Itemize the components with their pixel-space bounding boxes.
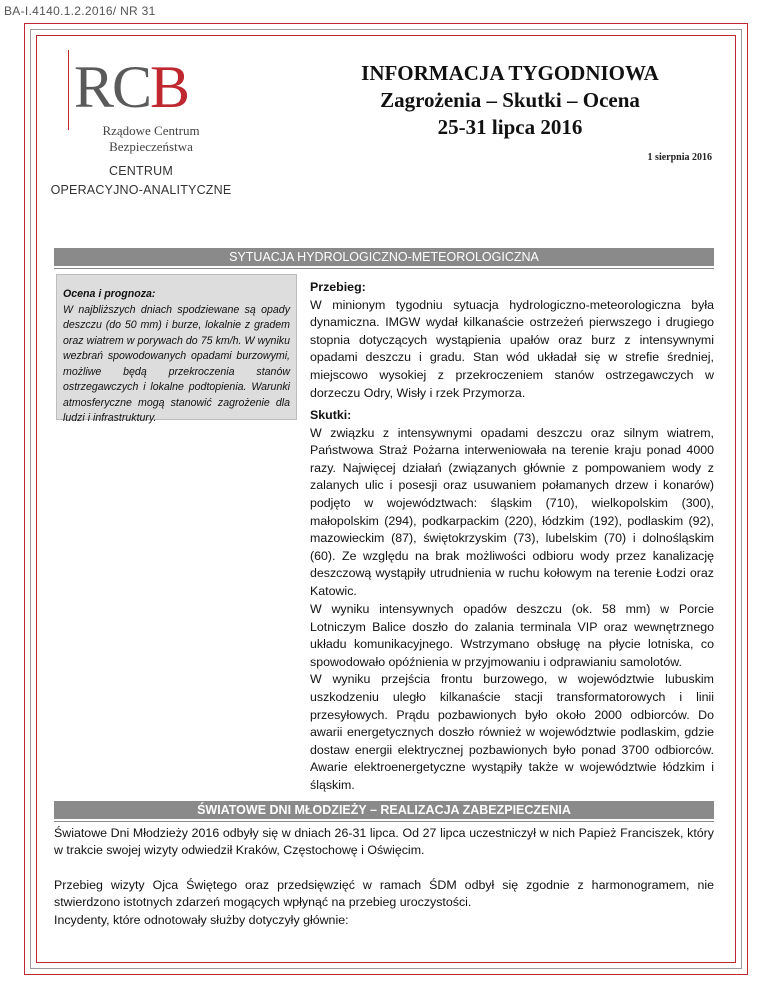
assessment-box (56, 274, 297, 424)
effects-heading: Skutki: (310, 408, 352, 422)
logo-name-line1: Rządowe Centrum (102, 123, 200, 138)
title-line1: INFORMACJA TYGODNIOWA (361, 61, 659, 85)
assessment-text: W najbliższych dniach spodziewane są opady deszczu (do 50 mm) i burze, lokalnie z gradem oraz wiatrem w porywach do 75 km/h. W wyniku wezbrań spowodowanych opadami burzowymi, możliwe będą przekroczenia stanów ostrzegawczych i lokalne podtopienia. Warunki atmosferyczne mogą stanowić zagrożenie dla ludzi i infrastruktury. (63, 303, 290, 424)
document-date: 1 sierpnia 2016 (647, 152, 712, 163)
section-header-hydro: SYTUACJA HYDROLOGICZNO-METEOROLOGICZNA (54, 248, 714, 266)
logo-letters-rc: RC (74, 54, 151, 120)
unit-label-line1: CENTRUM (109, 164, 173, 178)
wdm-paragraph-2: Przebieg wizyty Ojca Świętego oraz przedsięwzięć w ramach ŚDM odbył się zgodnie z harmonogramem, nie stwierdzono istotnych zdarzeń mogących wpłynąć na przebieg uroczystości. (54, 878, 714, 910)
course-block (310, 279, 714, 402)
document-title (300, 60, 720, 141)
unit-label-line2: OPERACYJNO-ANALITYCZNE (50, 183, 232, 197)
rcb-logo (62, 48, 222, 166)
section-header-wdm: ŚWIATOWE DNI MŁODZIEŻY – REALIZACJA ZABEZPIECZENIA (54, 801, 714, 819)
unit-label (36, 162, 246, 200)
wdm-paragraph-3: Incydenty, które odnotowały służby dotyczyły głównie: (54, 912, 349, 927)
title-line3: 25-31 lipca 2016 (437, 115, 583, 139)
effects-text: W związku z intensywnymi opadami deszczu oraz silnym wiatrem, Państwowa Straż Pożarna interweniowała na terenie kraju ponad 4000 razy. Najwięcej działań (związanych głównie z pompowaniem wody z zalanych ulic i posesji oraz usuwaniem połamanych drzew i konarów) podjęto w województwach: śląskim (710), wielkopolskim (300), małopolskim (294), podkarpackim (220), łódzkim (192), podlaskim (92), mazowieckim (87), świętokrzyskim (73), lubelskim (70) i dolnośląskim (60). Ze względu na brak możliwości odbioru wody przez kanalizację deszczową wystąpiły utrudnienia w ruchu kołowym na terenie Łodzi oraz Katowic. (310, 425, 714, 598)
logo-institution-name (76, 123, 226, 155)
logo-letter-b: B (150, 54, 189, 120)
assessment-title: Ocena i prognoza: (63, 288, 156, 300)
wdm-paragraphs-2-3 (54, 877, 714, 929)
course-heading: Przebieg: (310, 280, 366, 294)
effects-balice-text: W wyniku intensywnych opadów deszczu (ok. 58 mm) w Porcie Lotniczym Balice doszło do zalania terminala VIP oraz wewnętrznego układu komunikacyjnego. Wstrzymano obsługę na płycie lotniska, co spowodowało opóźnienia w przyjmowaniu i odprawianiu samolotów. (310, 602, 714, 669)
title-line2: Zagrożenia – Skutki – Ocena (380, 88, 640, 112)
effects-block (310, 407, 714, 601)
wdm-paragraph-1: Światowe Dni Młodzieży 2016 odbyły się w dniach 26-31 lipca. Od 27 lipca uczestniczył w nich Papież Franciszek, który w trakcie swojej wizyty odwiedził Kraków, Częstochowę i Oświęcim. (54, 826, 714, 858)
effects-continued-block (310, 601, 714, 795)
logo-name-line2: Bezpieczeństwa (109, 139, 193, 154)
effects-storm-text: W wyniku przejścia frontu burzowego, w województwie lubuskim uszkodzeniu uległo kilkanaście stacji transformatorowych i linii przesyłowych. Prądu pozbawionych było około 2000 odbiorców. Do awarii energetycznych doszło również w województwie podlaskim, gdzie dostaw energii elektrycznej pozbawionych było ponad 3700 odbiorców. Awarie elektroenergetyczne wystąpiły także w województwie łódzkim i śląskim. (310, 672, 714, 792)
document-reference: BA-I.4140.1.2.2016/ NR 31 (4, 4, 156, 18)
course-text: W minionym tygodniu sytuacja hydrologiczno-meteorologiczna była dynamiczna. IMGW wydał kilkanaście ostrzeżeń pierwszego i drugiego stopnia dotyczących wystąpienia upałów oraz burz z intensywnymi opadami deszczu i gradu. Stan wód układał się w strefie średniej, miejscowo wysokiej z przekroczeniem stanów ostrzegawczych w dorzeczu Odry, Wisły i rzek Przymorza. (310, 297, 714, 400)
logo-letters (74, 52, 188, 122)
